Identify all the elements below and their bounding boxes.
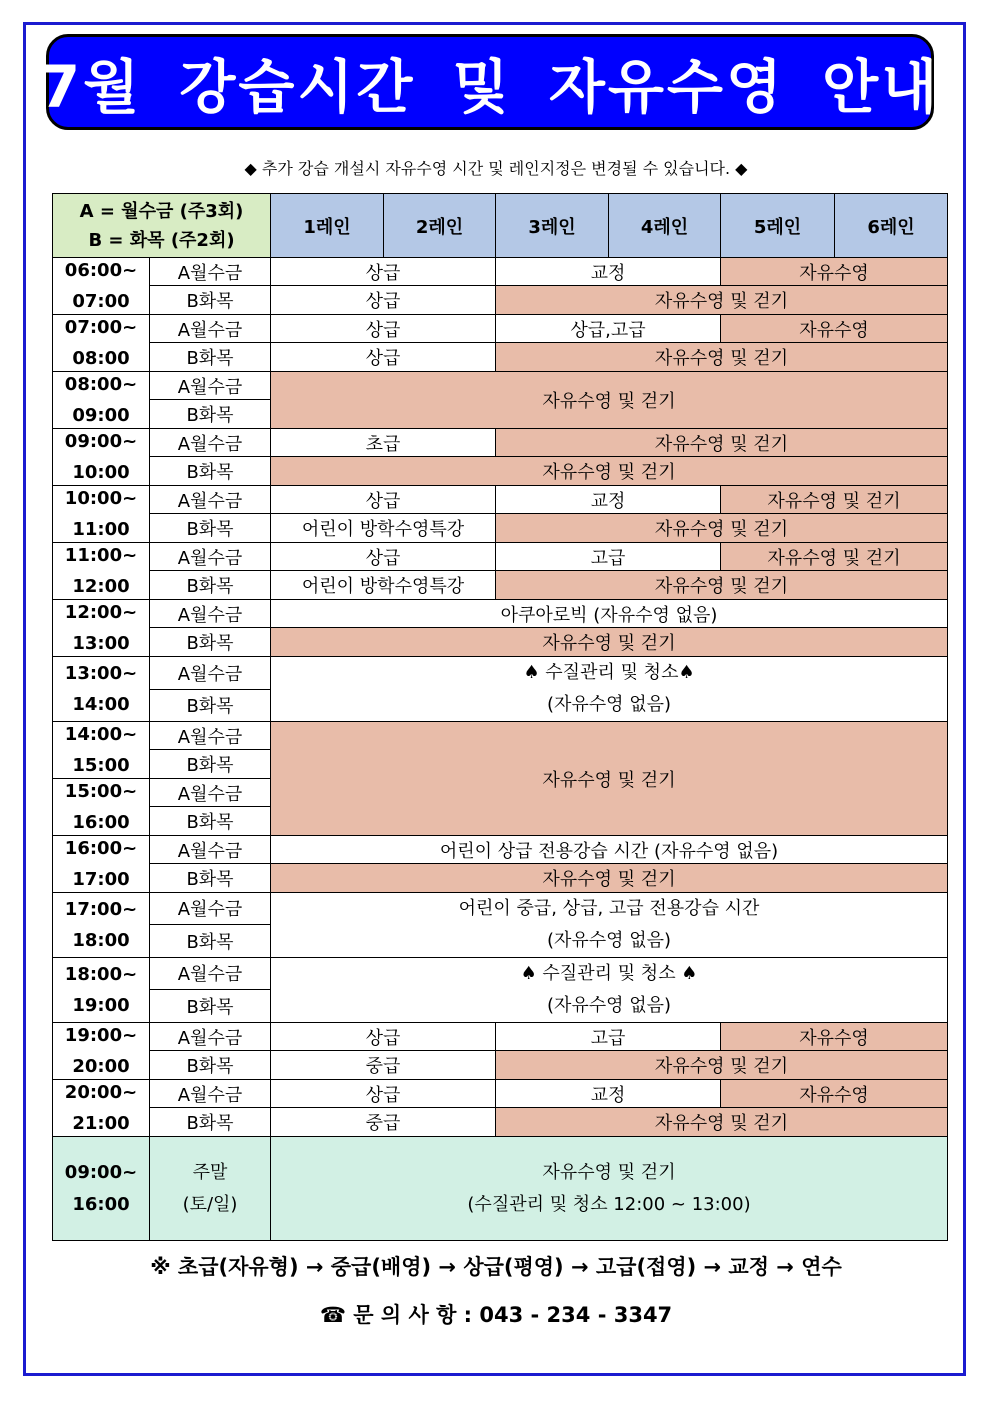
lane-cell: 교정 bbox=[496, 258, 721, 286]
lane-cell: 자유수영 bbox=[721, 258, 948, 286]
notice-text: ◆ 추가 강습 개설시 자유수영 시간 및 레인지정은 변경될 수 있습니다. ◆ bbox=[244, 159, 748, 178]
day-cell: B화목 bbox=[150, 989, 271, 1022]
day-cell: A월수금 bbox=[150, 315, 271, 343]
day-cell: B화목 bbox=[150, 286, 271, 315]
lane-header: 4레인 bbox=[609, 194, 721, 258]
schedule-row bbox=[53, 514, 948, 543]
day-cell: B화목 bbox=[150, 457, 271, 486]
time-cell: 07:00~ 08:00 bbox=[53, 315, 150, 372]
lane-cell: 고급 bbox=[496, 1023, 721, 1051]
day-cell: B화목 bbox=[150, 1051, 271, 1080]
lane-header: 6레인 bbox=[835, 194, 948, 258]
lane-cell: 자유수영 및 걷기 bbox=[271, 722, 948, 836]
lane-cell: 자유수영 및 걷기 bbox=[271, 372, 948, 429]
day-cell: B화목 bbox=[150, 807, 271, 836]
page-title: 7월 강습시간 및 자유수영 안내 bbox=[39, 53, 941, 121]
schedule-row bbox=[53, 457, 948, 486]
day-cell: A월수금 bbox=[150, 1080, 271, 1108]
lane-cell: 고급 bbox=[496, 543, 721, 571]
day-cell: A월수금 bbox=[150, 258, 271, 286]
lane-cell: 상급 bbox=[271, 543, 496, 571]
contact-info: ☎ 문 의 사 항 : 043 - 234 - 3347 bbox=[319, 1303, 673, 1327]
lane-cell: 상급 bbox=[271, 1080, 496, 1108]
lane-cell: 상급 bbox=[271, 486, 496, 514]
day-cell: A월수금 bbox=[150, 1023, 271, 1051]
day-cell: A월수금 bbox=[150, 486, 271, 514]
schedule-row bbox=[53, 315, 948, 343]
day-cell: A월수금 bbox=[150, 543, 271, 571]
time-cell: 15:00~ 16:00 bbox=[53, 779, 150, 836]
time-cell: 10:00~ 11:00 bbox=[53, 486, 150, 543]
lane-cell: 자유수영 bbox=[721, 315, 948, 343]
lane-cell: 어린이 방학수영특강 bbox=[271, 514, 496, 543]
day-cell: B화목 bbox=[150, 689, 271, 722]
schedule-row bbox=[53, 836, 948, 864]
title-banner bbox=[39, 34, 941, 130]
lane-cell: 자유수영 및 걷기 bbox=[496, 571, 948, 600]
lane-cell: 어린이 상급 전용강습 시간 (자유수영 없음) bbox=[271, 836, 948, 864]
schedule-row bbox=[53, 258, 948, 286]
lane-cell: 어린이 방학수영특강 bbox=[271, 571, 496, 600]
time-cell: 14:00~ 15:00 bbox=[53, 722, 150, 779]
time-cell: 11:00~ 12:00 bbox=[53, 543, 150, 600]
day-cell: B화목 bbox=[150, 1108, 271, 1137]
day-cell: A월수금 bbox=[150, 893, 271, 925]
header-row bbox=[53, 194, 948, 258]
lane-cell: 중급 bbox=[271, 1108, 496, 1137]
time-cell: 19:00~ 20:00 bbox=[53, 1023, 150, 1080]
schedule-row bbox=[53, 1108, 948, 1137]
legend-cell bbox=[53, 194, 271, 258]
no-free-text: (자유수영 없음) bbox=[546, 995, 672, 1016]
lane-cell: 상급 bbox=[271, 258, 496, 286]
lane-cell: 자유수영 bbox=[721, 1080, 948, 1108]
lane-cell: 자유수영 bbox=[721, 1023, 948, 1051]
day-cell: A월수금 bbox=[150, 836, 271, 864]
schedule-row bbox=[53, 1080, 948, 1108]
schedule-row bbox=[53, 1051, 948, 1080]
day-cell: A월수금 bbox=[150, 429, 271, 457]
lane-cell: 자유수영 및 걷기 bbox=[271, 864, 948, 893]
day-cell: A월수금 bbox=[150, 779, 271, 807]
schedule-row bbox=[53, 958, 948, 990]
lane-cell: 아쿠아로빅 (자유수영 없음) bbox=[271, 600, 948, 628]
legend-b: B = 화목 (주2회) bbox=[88, 229, 235, 251]
lane-cell: 상급 bbox=[271, 343, 496, 372]
schedule-row bbox=[53, 1023, 948, 1051]
schedule-row bbox=[53, 893, 948, 925]
day-cell: A월수금 bbox=[150, 372, 271, 400]
day-cell: A월수금 bbox=[150, 722, 271, 750]
schedule-row bbox=[53, 286, 948, 315]
day-cell: A월수금 bbox=[150, 958, 271, 990]
schedule-row bbox=[53, 571, 948, 600]
schedule-row bbox=[53, 543, 948, 571]
lane-cell bbox=[271, 893, 948, 958]
schedule-row bbox=[53, 722, 948, 750]
time-cell: 16:00~ 17:00 bbox=[53, 836, 150, 893]
level-sequence: ※ 초급(자유형) → 중급(배영) → 상급(평영) → 고급(접영) → 교정 → 연수 bbox=[150, 1255, 842, 1279]
weekend-lane-cell: 자유수영 및 걷기 (수질관리 및 청소 12:00 ~ 13:00) bbox=[271, 1137, 948, 1241]
weekend-time-cell: 09:00~ 16:00 bbox=[53, 1137, 150, 1241]
weekend-day-cell: 주말 (토/일) bbox=[150, 1137, 271, 1241]
no-free-text: (자유수영 없음) bbox=[546, 694, 672, 715]
lane-cell: 교정 bbox=[496, 1080, 721, 1108]
schedule-row bbox=[53, 864, 948, 893]
lane-cell: 자유수영 및 걷기 bbox=[496, 1051, 948, 1080]
lane-cell bbox=[271, 657, 948, 722]
day-cell: B화목 bbox=[150, 864, 271, 893]
kids-class-text: 어린이 중급, 상급, 고급 전용강습 시간 bbox=[458, 898, 760, 919]
lane-cell: 중급 bbox=[271, 1051, 496, 1080]
schedule-row bbox=[53, 628, 948, 657]
time-cell: 08:00~ 09:00 bbox=[53, 372, 150, 429]
lane-cell: 자유수영 및 걷기 bbox=[496, 1108, 948, 1137]
lane-header: 1레인 bbox=[271, 194, 384, 258]
cleaning-text: ♠ 수질관리 및 청소 ♠ bbox=[520, 963, 698, 984]
lane-cell: 상급,고급 bbox=[496, 315, 721, 343]
day-cell: B화목 bbox=[150, 400, 271, 429]
schedule-row bbox=[53, 486, 948, 514]
lane-cell: 자유수영 및 걷기 bbox=[496, 343, 948, 372]
cleaning-text: ♠ 수질관리 및 청소♠ bbox=[523, 662, 695, 683]
lane-header: 2레인 bbox=[384, 194, 496, 258]
lane-cell: 자유수영 및 걷기 bbox=[496, 514, 948, 543]
lane-cell: 자유수영 및 걷기 bbox=[721, 543, 948, 571]
day-cell: B화목 bbox=[150, 514, 271, 543]
day-cell: A월수금 bbox=[150, 600, 271, 628]
schedule-row bbox=[53, 657, 948, 690]
time-cell: 12:00~ 13:00 bbox=[53, 600, 150, 657]
day-cell: B화목 bbox=[150, 628, 271, 657]
day-cell: B화목 bbox=[150, 571, 271, 600]
lane-cell: 상급 bbox=[271, 1023, 496, 1051]
schedule-row bbox=[53, 429, 948, 457]
lane-cell: 초급 bbox=[271, 429, 496, 457]
lane-cell: 상급 bbox=[271, 286, 496, 315]
lane-cell: 자유수영 및 걷기 bbox=[496, 286, 948, 315]
lane-cell bbox=[271, 958, 948, 1023]
lane-cell: 자유수영 및 걷기 bbox=[271, 628, 948, 657]
lane-cell: 상급 bbox=[271, 315, 496, 343]
lane-header: 3레인 bbox=[496, 194, 609, 258]
time-cell: 20:00~ 21:00 bbox=[53, 1080, 150, 1137]
day-cell: B화목 bbox=[150, 924, 271, 957]
lane-cell: 자유수영 및 걷기 bbox=[271, 457, 948, 486]
schedule-row bbox=[53, 372, 948, 400]
lane-cell: 교정 bbox=[496, 486, 721, 514]
lane-header: 5레인 bbox=[721, 194, 835, 258]
time-cell: 13:00~ 14:00 bbox=[53, 657, 150, 722]
no-free-text: (자유수영 없음) bbox=[546, 930, 672, 951]
day-cell: B화목 bbox=[150, 343, 271, 372]
time-cell: 18:00~ 19:00 bbox=[53, 958, 150, 1023]
time-cell: 09:00~ 10:00 bbox=[53, 429, 150, 486]
legend-a: A = 월수금 (주3회) bbox=[79, 200, 244, 222]
lane-cell: 자유수영 및 걷기 bbox=[721, 486, 948, 514]
schedule-table bbox=[52, 193, 948, 1241]
weekend-row bbox=[53, 1137, 948, 1241]
day-cell: A월수금 bbox=[150, 657, 271, 690]
time-cell: 06:00~ 07:00 bbox=[53, 258, 150, 315]
schedule-row bbox=[53, 600, 948, 628]
lane-cell: 자유수영 및 걷기 bbox=[496, 429, 948, 457]
time-cell: 17:00~ 18:00 bbox=[53, 893, 150, 958]
schedule-row bbox=[53, 343, 948, 372]
day-cell: B화목 bbox=[150, 750, 271, 779]
